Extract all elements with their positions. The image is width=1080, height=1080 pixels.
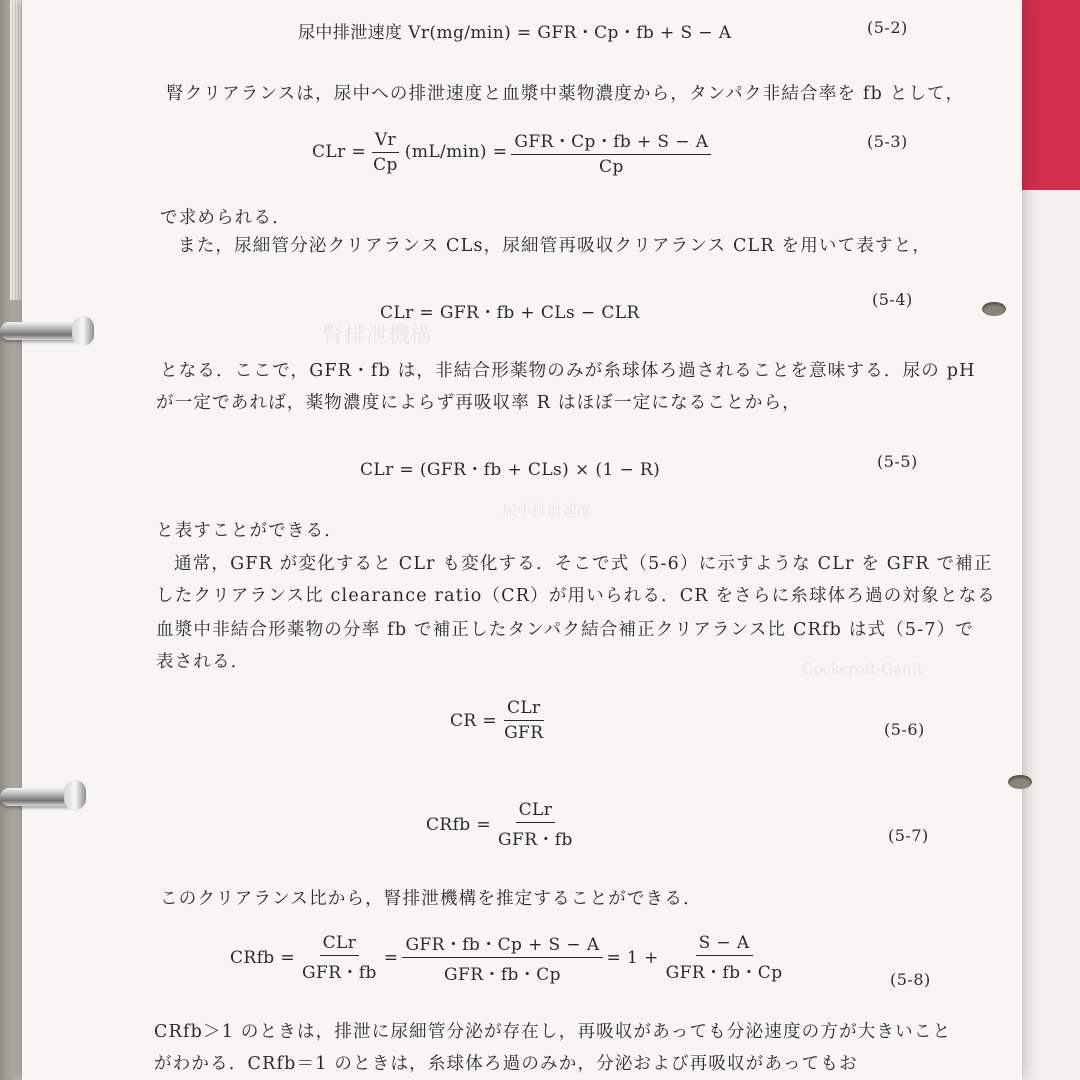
eq-5-3-f1-denominator: Cp <box>373 154 398 175</box>
equation-5-2: 尿中排泄速度 Vr(mg/min) = GFR・Cp・fb + S − A <box>298 23 732 43</box>
eq-5-8-f2-denominator: GFR・fb・Cp <box>444 965 561 985</box>
paragraph-3: また，尿細管分泌クリアランス CLs，尿細管再吸収クリアランス CLR を用いて表すと， <box>178 236 932 256</box>
paragraph-6-line-4: 表される． <box>156 652 250 672</box>
eq-5-6-denominator: GFR <box>504 723 544 743</box>
bleed-through-text: Cockcroft-Gault <box>802 660 923 678</box>
equation-5-4: CLr = GFR・fb + CLs − CLR <box>380 303 640 323</box>
punch-hole-upper <box>982 302 1006 316</box>
equation-5-8 <box>230 930 789 985</box>
eq-5-8-f1-numerator: CLr <box>320 933 360 956</box>
equation-5-6 <box>450 698 550 743</box>
paragraph-7: このクリアランス比から，腎排泄機構を推定することができる． <box>160 889 702 909</box>
equation-number-5-4: (5-4) <box>872 290 913 309</box>
eq-5-7-fraction <box>495 800 576 850</box>
eq-5-7-lhs: CRfb = <box>426 815 492 835</box>
eq-5-6-lhs: CR = <box>450 710 498 731</box>
eq-5-8-f3-numerator: S − A <box>696 933 753 956</box>
binder-ring-upper-cap <box>72 316 94 346</box>
paragraph-6-line-1: 通常，GFR が変化すると CLr も変化する．そこで式（5-6）に示すような CLr を GFR で補正 <box>174 554 993 574</box>
eq-5-3-units: (mL/min) = <box>404 142 508 162</box>
paragraph-2: で求められる． <box>160 208 291 228</box>
paragraph-6-line-3: 血漿中非結合形薬物の分率 fb で補正したタンパク結合補正クリアランス比 CRfb は式（5-7）で <box>156 620 975 640</box>
eq-5-8-lhs: CRfb = <box>230 947 296 968</box>
equation-number-5-8: (5-8) <box>890 970 931 989</box>
paragraph-5: と表すことができる． <box>156 521 343 541</box>
eq-5-8-equals: = <box>383 947 399 968</box>
eq-5-6-fraction <box>501 698 546 743</box>
paragraph-8-line-1: CRfb＞1 のときは，排泄に尿細管分泌が存在し，再吸収があっても分泌速度の方が大きいこと <box>154 1022 952 1042</box>
paragraph-8-line-2: がわかる．CRfb＝1 のときは，糸球体ろ過のみか，分泌および再吸収があってもお <box>154 1054 858 1074</box>
equation-number-5-7: (5-7) <box>888 826 929 845</box>
eq-5-8-f2-numerator: GFR・fb・Cp + S − A <box>402 930 602 958</box>
eq-5-6-numerator: CLr <box>504 698 544 721</box>
eq-5-8-one-plus: = 1 + <box>606 947 659 968</box>
document-page <box>22 0 1022 1080</box>
equation-number-5-3: (5-3) <box>867 132 908 151</box>
equation-5-7 <box>426 800 580 850</box>
equation-5-3 <box>312 127 715 177</box>
eq-5-8-fraction-2 <box>402 930 602 985</box>
eq-5-3-lhs: CLr = <box>312 142 367 162</box>
equation-5-5: CLr = (GFR・fb + CLs) × (1 − R) <box>360 460 661 480</box>
paragraph-4-line-2: が一定であれば，薬物濃度によらず再吸収率 R はほぼ一定になることから， <box>156 393 801 413</box>
eq-5-3-f2-denominator: Cp <box>599 157 624 177</box>
eq-5-8-f1-denominator: GFR・fb <box>302 962 377 983</box>
eq-5-3-fraction-1 <box>370 130 401 175</box>
bleed-through-heading: 腎排泄機構 <box>322 323 433 348</box>
eq-5-8-fraction-3 <box>663 933 786 983</box>
eq-5-3-f2-numerator: GFR・Cp・fb + S − A <box>511 127 711 155</box>
eq-5-7-denominator: GFR・fb <box>498 830 573 850</box>
paragraph-4-line-1: となる．ここで，GFR・fb は，非結合形薬物のみが糸球体ろ過されることを意味する．尿の pH <box>160 361 976 381</box>
punch-hole-lower <box>1008 775 1032 789</box>
eq-5-3-f1-numerator: Vr <box>372 130 399 153</box>
paragraph-6-line-2: したクリアランス比 clearance ratio（CR）が用いられる．CR をさらに糸球体ろ過の対象となる <box>156 586 996 606</box>
equation-number-5-5: (5-5) <box>877 452 918 471</box>
eq-5-7-numerator: CLr <box>516 800 556 823</box>
bleed-through-caption: 尿中排泄速度 <box>502 502 593 520</box>
eq-5-8-f3-denominator: GFR・fb・Cp <box>665 962 783 983</box>
eq-5-3-fraction-2 <box>511 127 711 177</box>
equation-number-5-6: (5-6) <box>884 720 925 739</box>
binder-ring-lower-cap <box>64 780 86 810</box>
equation-number-5-2: (5-2) <box>867 18 908 37</box>
eq-5-8-fraction-1 <box>299 933 380 983</box>
paragraph-1: 腎クリアランスは，尿中への排泄速度と血漿中薬物濃度から，タンパク非結合率を fb として， <box>166 84 965 104</box>
